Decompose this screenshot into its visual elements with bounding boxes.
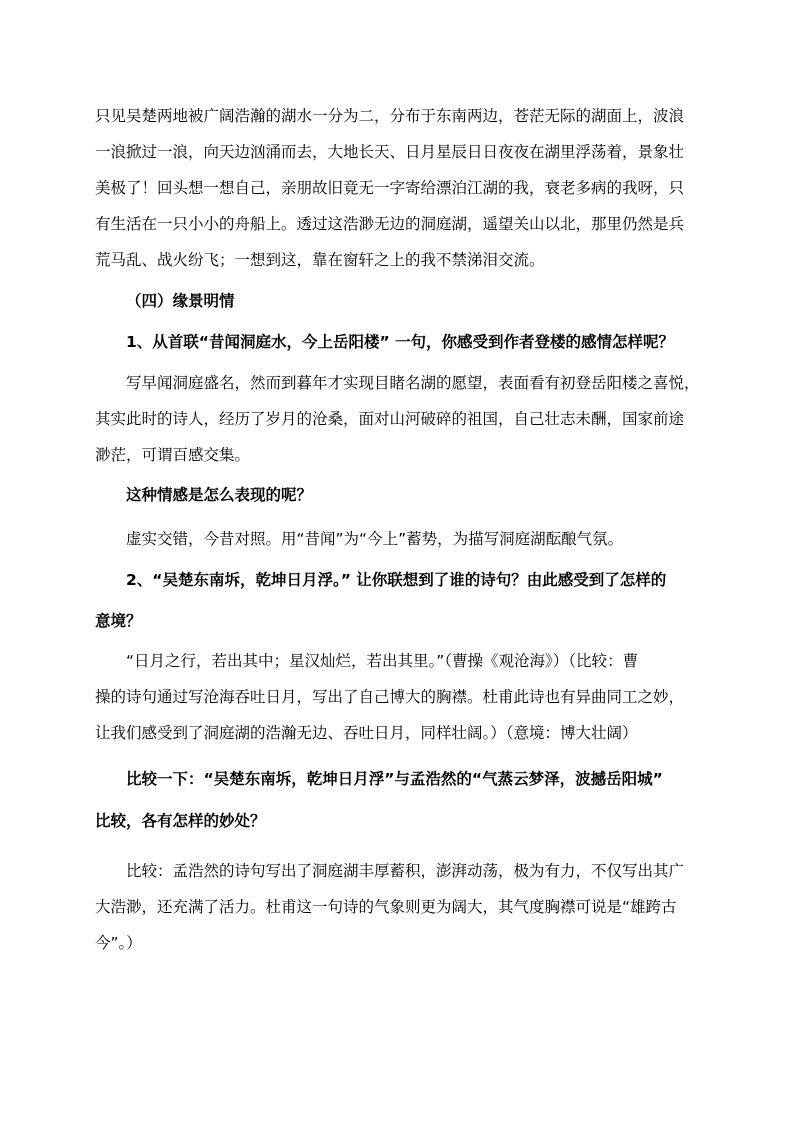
answer-3-line: 比较：孟浩然的诗句写出了洞庭湖丰厚蓄积，澎湃动荡，极为有力，不仅写出其广 <box>126 862 685 880</box>
answer-1-line: 渺茫，可谓百感交集。 <box>95 446 251 464</box>
answer-1b: 虚实交错，今昔对照。用“昔闻”为“今上”蓄势，为描写洞庭湖酝酿气氛。 <box>126 530 624 548</box>
answer-2-line: “日月之行，若出其中；星汉灿烂，若出其里。”（曹操《观沧海》）（比较：曹 <box>126 652 639 670</box>
paragraph-line: 荒马乱、战火纷飞；一想到这，靠在窗轩之上的我不禁涕泪交流。 <box>95 251 545 269</box>
section-heading: （四）缘景明情 <box>126 292 235 310</box>
question-3-line: 比较，各有怎样的妙处？ <box>95 812 266 830</box>
question-3-line: 比较一下：“吴楚东南坼，乾坤日月浮”与孟浩然的“气蒸云梦泽，波撼岳阳城” <box>126 770 663 788</box>
question-1b: 这种情感是怎么表现的呢？ <box>126 486 313 504</box>
paragraph-line: 只见吴楚两地被广阔浩瀚的湖水一分为二，分布于东南两边，苍茫无际的湖面上，波浪 <box>95 107 685 125</box>
answer-2-line: 让我们感受到了洞庭湖的浩瀚无边、吞吐日月，同样壮阔。）（意境：博大壮阔） <box>95 724 638 742</box>
question-2-line: 意境？ <box>95 612 142 630</box>
question-2-line: 2、“吴楚东南坼，乾坤日月浮。” 让你联想到了谁的诗句？由此感受到了怎样的 <box>126 571 667 589</box>
question-1: 1、从首联“昔闻洞庭水，今上岳阳楼” 一句，你感受到作者登楼的感情怎样呢？ <box>126 333 675 351</box>
answer-3-line: 今”。） <box>95 934 142 952</box>
answer-2-line: 操的诗句通过写沧海吞吐日月，写出了自己博大的胸襟。杜甫此诗也有异曲同工之妙， <box>95 688 685 706</box>
paragraph-line: 一浪掀过一浪，向天边汹涌而去，大地长天、日月星辰日日夜夜在湖里浮荡着，景象壮 <box>95 143 685 161</box>
answer-1-line: 其实此时的诗人，经历了岁月的沧桑，面对山河破碎的祖国，自己壮志未酬，国家前途 <box>95 410 685 428</box>
paragraph-line: 美极了！回头想一想自己，亲朋故旧竟无一字寄给漂泊江湖的我，衰老多病的我呀，只 <box>95 179 685 197</box>
paragraph-line: 有生活在一只小小的舟船上。透过这浩渺无边的洞庭湖，遥望关山以北，那里仍然是兵 <box>95 215 685 233</box>
answer-3-line: 大浩渺，还充满了活力。杜甫这一句诗的气象则更为阔大，其气度胸襟可说是“雄跨古 <box>95 898 677 916</box>
answer-1-line: 写早闻洞庭盛名，然而到暮年才实现目睹名湖的愿望，表面看有初登岳阳楼之喜悦， <box>126 374 700 392</box>
